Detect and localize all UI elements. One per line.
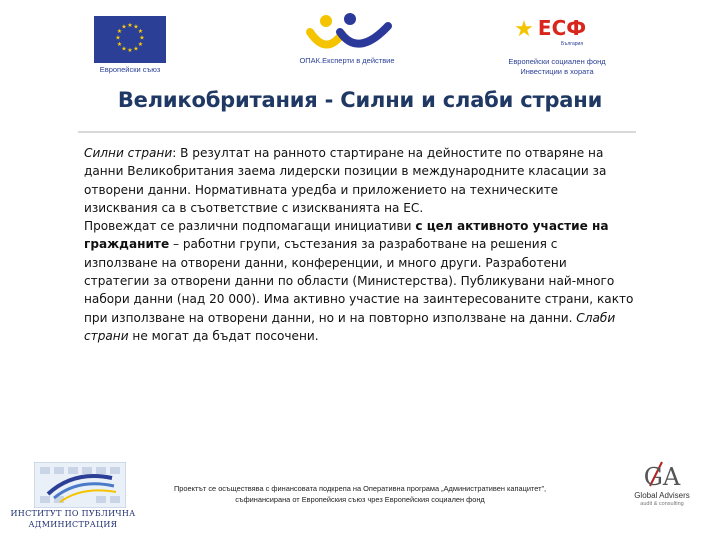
body-text: [84, 144, 634, 345]
weaknesses-label: Слаби страни: [84, 310, 616, 343]
svg-text:★: ★: [137, 28, 144, 35]
eu-flag-logo: [94, 16, 166, 63]
initiatives-highlight: с цел активното участие на гражданите: [84, 219, 609, 252]
svg-text:★: ★: [133, 45, 139, 53]
svg-text:★: ★: [127, 22, 133, 29]
esf-mark: ЕСФ: [537, 16, 587, 40]
svg-text:★: ★: [121, 23, 127, 31]
strengths-paragraph: [84, 144, 634, 217]
svg-text:★: ★: [133, 23, 139, 31]
ipa-caption-line1: ИНСТИТУТ ПО ПУБЛИЧНА: [10, 509, 136, 518]
global-advisers-logo: [632, 458, 692, 490]
svg-text:★: ★: [514, 17, 534, 42]
svg-text:★: ★: [139, 34, 145, 42]
initiatives-text: – работни групи, състезания за разработване на решения с използване на отворени данни, конференции, и много други. Разработени стратегии за отворени данни по области (Министерства). Публикувани най-много набори данни (над 20 000). Има активно участие на заинтересованите страни, както при използване на отворени данни, но и на повторно използване на данни.: [84, 237, 634, 325]
esf-caption-line2: Инвестиции в хората: [520, 67, 594, 76]
ga-name: Global Advisers: [634, 491, 690, 500]
ga-subtitle: audit & consulting: [640, 501, 684, 507]
svg-text:★: ★: [116, 41, 123, 48]
svg-text:★: ★: [116, 28, 123, 35]
ipa-caption: [8, 508, 138, 530]
ipa-caption-line2: АДМИНИСТРАЦИЯ: [28, 520, 118, 529]
eu-caption: Европейски съюз: [99, 65, 161, 74]
esf-country: България: [560, 41, 584, 47]
ga-caption: [616, 491, 708, 509]
svg-text:★: ★: [121, 45, 127, 53]
initiatives-intro: Провеждат се различни подпомагащи инициативи: [84, 219, 416, 234]
ipa-logo: [34, 462, 126, 508]
ga-mark: GA: [643, 463, 681, 490]
weaknesses-text: не могат да бъдат посочени.: [128, 328, 319, 343]
esf-logo: [510, 10, 600, 52]
page-title: Великобритания - Силни и слаби страни: [117, 88, 603, 112]
strengths-label: Силни страни: [84, 146, 173, 160]
opak-caption: ОПАК.Експерти в действие: [299, 56, 395, 65]
svg-text:★: ★: [137, 41, 144, 48]
esf-caption-line1: Европейски социален фонд: [508, 57, 606, 66]
opak-logo: [300, 12, 400, 60]
svg-text:★: ★: [115, 34, 121, 42]
strengths-text: : В резултат на ранното стартиране на дейностите по отваряне на данни Великобритания заема лидерски позиции в международните класации за отворени данни. Нормативната уредба и приложението на техническите изисквания са в съответствие с изискванията на ЕС.: [84, 146, 607, 215]
initiatives-paragraph: [84, 217, 634, 345]
title-divider: [78, 131, 636, 133]
funding-statement: Проектът се осъществява с финансовата подкрепа на Оперативна програма „Административен капацитет”, съфинансирана от Европейския съюз чрез Европейския социален фонд: [173, 484, 547, 504]
esf-caption: [487, 57, 627, 77]
svg-text:★: ★: [127, 47, 133, 54]
